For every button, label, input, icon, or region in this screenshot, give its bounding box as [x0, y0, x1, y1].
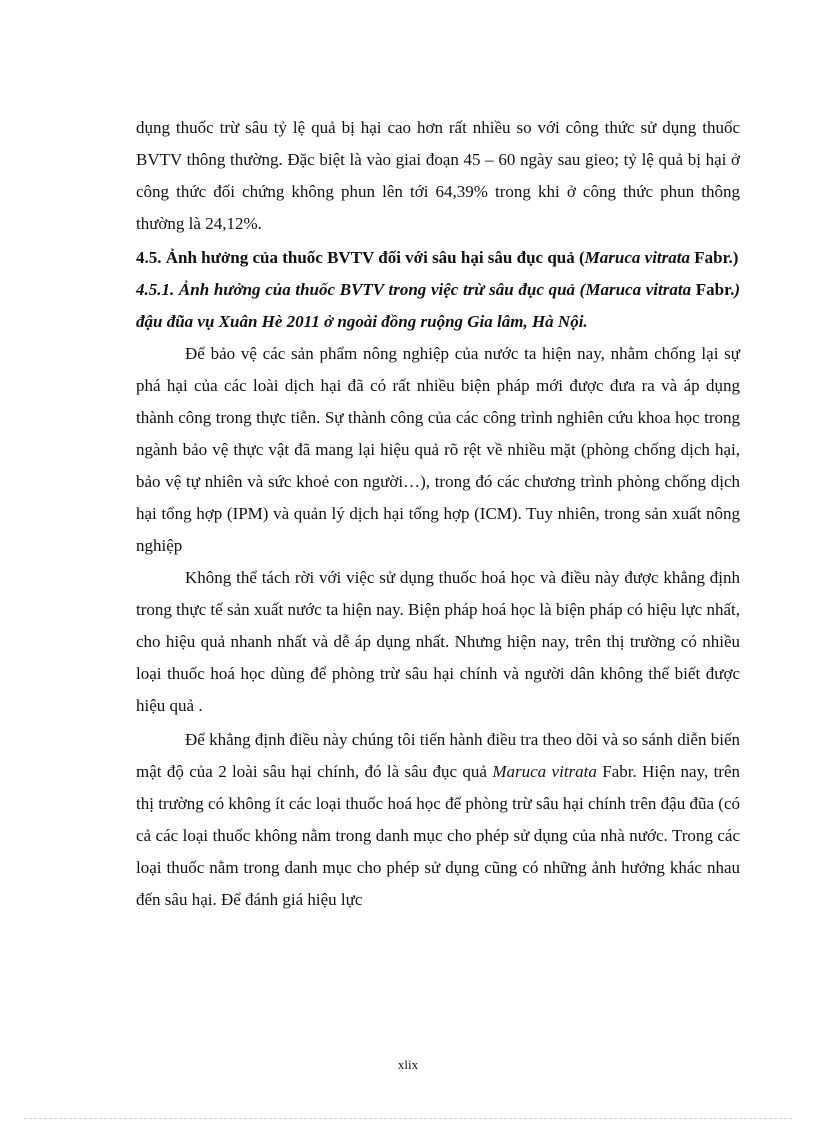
heading-species-name: Maruca vitrata — [584, 248, 690, 267]
page-bottom-divider — [24, 1118, 792, 1119]
survey-text-end: Fabr. Hiện nay, trên thị trường có không ít các loại thuốc hoá học để phòng trừ sâu hại chính trên đậu đũa (có cả các loại thuốc không nằm trong danh mục cho phép sử dụng của nhà nước. Trong các loại thuốc nằm trong danh mục cho phép sử dụng cũng có những ảnh hưởng khác nhau đến sâu hại. Để đánh giá hiệu lực — [136, 762, 741, 909]
paragraph-survey — [136, 724, 740, 916]
subheading-text: 4.5.1. Ảnh hưởng của thuốc BVTV trong việc trừ sâu đục quả (Maruca vitrata — [136, 280, 692, 299]
heading-text: 4.5. Ảnh hưởng của thuốc BVTV đối với sâu hại sâu đục quả ( — [136, 248, 585, 267]
survey-species-name: Maruca vitrata — [492, 762, 597, 781]
paragraph-chemical: Không thể tách rời với việc sử dụng thuốc hoá học và điều này được khẳng định trong thực tế sản xuất nước ta hiện nay. Biện pháp hoá học là biện pháp có hiệu lực nhất, cho hiệu quả nhanh nhất và dễ áp dụng nhất. Nhưng hiện nay, trên thị trường có nhiều loại thuốc hoá học dùng để phòng trừ sâu hại chính và người dân không thể biết được hiệu quả . — [136, 568, 740, 715]
subheading-author: Fabr. — [691, 280, 735, 299]
paragraph-continued: dụng thuốc trừ sâu tỷ lệ quả bị hại cao hơn rất nhiều so với công thức sử dụng thuốc BVTV thông thường. Đặc biệt là vào giai đoạn 45 – 60 ngày sau gieo; tỷ lệ quả bị hại ở công thức đối chứng không phun lên tới 64,39% trong khi ở công thức phun thông thường là 24,12%. — [136, 118, 740, 233]
paragraph-intro: Để bảo vệ các sản phẩm nông nghiệp của nước ta hiện nay, nhằm chống lại sự phá hại của các loài dịch hại đã có rất nhiều biện pháp mới được đưa ra và áp dụng thành công trong thực tiễn. Sự thành công của các công trình nghiên cứu khoa học trong ngành bảo vệ thực vật đã mang lại hiệu quả rõ rệt về nhiều mặt (phòng chống dịch hại, bảo vệ tự nhiên và sức khoẻ con người…), trong đó các chương trình phòng chống dịch hại tổng hợp (IPM) và quản lý dịch hại tổng hợp (ICM). Tuy nhiên, trong sản xuất nông nghiệp — [136, 344, 740, 555]
page-content — [136, 112, 740, 916]
heading-text-end: Fabr.) — [689, 248, 739, 267]
subheading-text-end: ) đậu đũa vụ Xuân Hè 2011 ở ngoài đồng ruộng Gia lâm, Hà Nội. — [136, 280, 740, 331]
survey-text: Để khẳng định điều này chúng tôi tiến hành điều tra theo dõi và so sánh diễn biến mật độ của 2 loài sâu hại chính, đó là sâu đục quả — [136, 730, 740, 781]
subsection-heading-4-5-1 — [136, 274, 740, 338]
section-heading-4-5 — [136, 242, 740, 274]
page-number: xlix — [397, 1057, 419, 1072]
